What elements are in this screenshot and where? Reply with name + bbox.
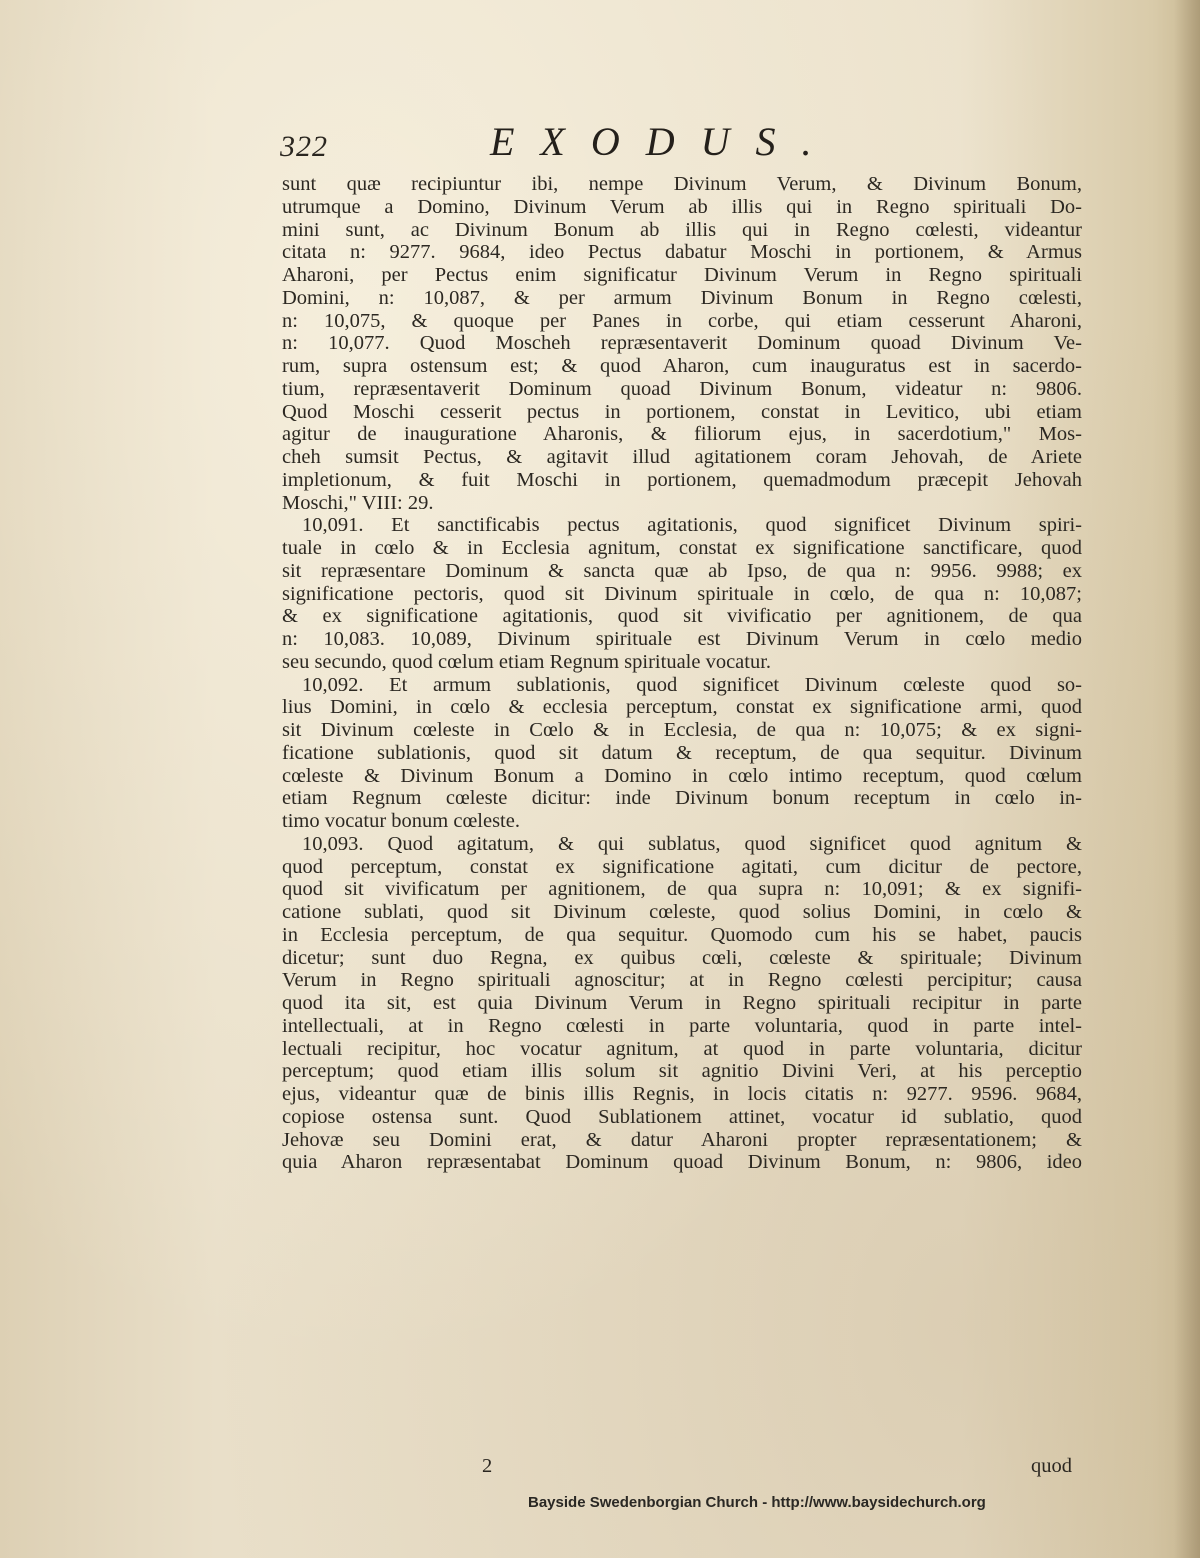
text-line: cœleste & Divinum Bonum a Domino in cœlo intimo receptum, quod cœlum (282, 764, 1082, 787)
page-header (280, 118, 1080, 178)
text-line: intellectuali, at in Regno cœlesti in parte voluntaria, quod in parte intel- (282, 1014, 1082, 1037)
text-line: sunt quæ recipiuntur ibi, nempe Divinum Verum, & Divinum Bonum, (282, 173, 1082, 195)
paragraph-start: 10,092. Et armum sublationis, quod significet Divinum cœleste quod so- (302, 673, 1082, 696)
text-line: quod perceptum, constat ex significatione agitati, cum dicitur de pectore, (282, 855, 1082, 878)
text-line: catione sublati, quod sit Divinum cœleste, quod solius Domini, in cœlo & (282, 901, 1082, 923)
text-line: lectuali recipitur, hoc vocatur agnitum, at quod in parte voluntaria, dicitur (282, 1037, 1082, 1060)
text-line: timo vocatur bonum cœleste. (282, 810, 520, 832)
text-line: tium, repræsentaverit Dominum quoad Divinum Bonum, videatur n: 9806. (282, 377, 1082, 400)
text-line: ejus, videantur quæ de binis illis Regnis, in locis citatis n: 9277. 9596. 9684, (282, 1083, 1082, 1105)
text-line: in Ecclesia perceptum, de qua sequitur. Quomodo cum his se habet, paucis (282, 923, 1082, 946)
text-line: lius Domini, in cœlo & ecclesia perceptum, constat ex significatione armi, quod (282, 696, 1082, 719)
text-line: Verum in Regno spirituali agnoscitur; at in Regno cœlesti percipitur; causa (282, 969, 1082, 992)
text-line: sit repræsentare Dominum & sancta quæ ab Ipso, de qua n: 9956. 9988; ex (282, 559, 1082, 582)
page-number: 322 (280, 130, 328, 163)
text-line: utrumque a Domino, Divinum Verum ab illis qui in Regno spirituali Do- (282, 195, 1082, 218)
paragraph-start: 10,093. Quod agitatum, & qui sublatus, quod significet quod agnitum & (302, 832, 1082, 855)
text-line: quod sit vivificatum per agnitionem, de qua supra n: 10,091; & ex signifi- (282, 878, 1082, 901)
text-line: Jehovæ seu Domini erat, & datur Aharoni propter repræsentationem; & (282, 1128, 1082, 1151)
text-line: n: 10,077. Quod Moscheh repræsentaverit Dominum quoad Divinum Ve- (282, 332, 1082, 355)
paragraph-start: 10,091. Et sanctificabis pectus agitationis, quod significet Divinum spiri- (302, 514, 1082, 537)
text-line: agitur de inauguratione Aharonis, & filiorum ejus, in sacerdotium," Mos- (282, 423, 1082, 446)
text-line: cheh sumsit Pectus, & agitavit illud agitationem coram Jehovah, de Ariete (282, 446, 1082, 468)
watermark-text: Bayside Swedenborgian Church - http://www.baysidechurch.org (528, 1494, 986, 1511)
page-footer (282, 1455, 1082, 1481)
body-text (282, 173, 1082, 1174)
text-line: sit Divinum cœleste in Cœlo & in Ecclesia, de qua n: 10,075; & ex signi- (282, 719, 1082, 741)
text-line: dicetur; sunt duo Regna, ex quibus cœli, cœleste & spirituale; Divinum (282, 946, 1082, 969)
text-line: & ex significatione agitationis, quod sit vivificatio per agnitionem, de qua (282, 605, 1082, 628)
text-line: etiam Regnum cœleste dicitur: inde Divinum bonum receptum in cœlo in- (282, 787, 1082, 810)
text-line: impletionum, & fuit Moschi in portionem, quemadmodum præcepit Jehovah (282, 468, 1082, 491)
text-line: Quod Moschi cesserit pectus in portionem, constat in Levitico, ubi etiam (282, 400, 1082, 423)
text-line: Domini, n: 10,087, & per armum Divinum Bonum in Regno cœlesti, (282, 286, 1082, 309)
text-line: significatione pectoris, quod sit Divinum spirituale in cœlo, de qua n: 10,087; (282, 582, 1082, 605)
text-line: quia Aharon repræsentabat Dominum quoad Divinum Bonum, n: 9806, ideo (282, 1151, 1082, 1174)
text-line: n: 10,075, & quoque per Panes in corbe, qui etiam cesserunt Aharoni, (282, 309, 1082, 332)
catchword: quod (1031, 1455, 1072, 1477)
text-line: n: 10,083. 10,089, Divinum spirituale est Divinum Verum in cœlo medio (282, 628, 1082, 650)
text-line: ficatione sublationis, quod sit datum & receptum, de qua sequitur. Divinum (282, 741, 1082, 764)
text-line: citata n: 9277. 9684, ideo Pectus dabatur Moschi in portionem, & Armus (282, 241, 1082, 264)
text-line: Moschi," VIII: 29. (282, 491, 434, 514)
text-line: rum, supra ostensum est; & quod Aharon, cum inauguratus est in sacerdo- (282, 355, 1082, 377)
text-line: Aharoni, per Pectus enim significatur Divinum Verum in Regno spirituali (282, 264, 1082, 286)
text-line: tuale in cœlo & in Ecclesia agnitum, constat ex significatione sanctificare, quod (282, 537, 1082, 559)
text-line: perceptum; quod etiam illis solum sit agnitio Divini Veri, at his perceptio (282, 1060, 1082, 1083)
page-edge-shadow (1174, 0, 1200, 1558)
text-line: mini sunt, ac Divinum Bonum ab illis qui in Regno cœlesti, videantur (282, 218, 1082, 241)
running-title: EXODUS. (490, 119, 838, 164)
signature-mark: 2 (482, 1455, 493, 1477)
text-line: copiose ostensa sunt. Quod Sublationem attinet, vocatur id sublatio, quod (282, 1105, 1082, 1128)
text-line: quod ita sit, est quia Divinum Verum in Regno spirituali recipitur in parte (282, 992, 1082, 1014)
text-line: seu secundo, quod cœlum etiam Regnum spirituale vocatur. (282, 650, 772, 673)
